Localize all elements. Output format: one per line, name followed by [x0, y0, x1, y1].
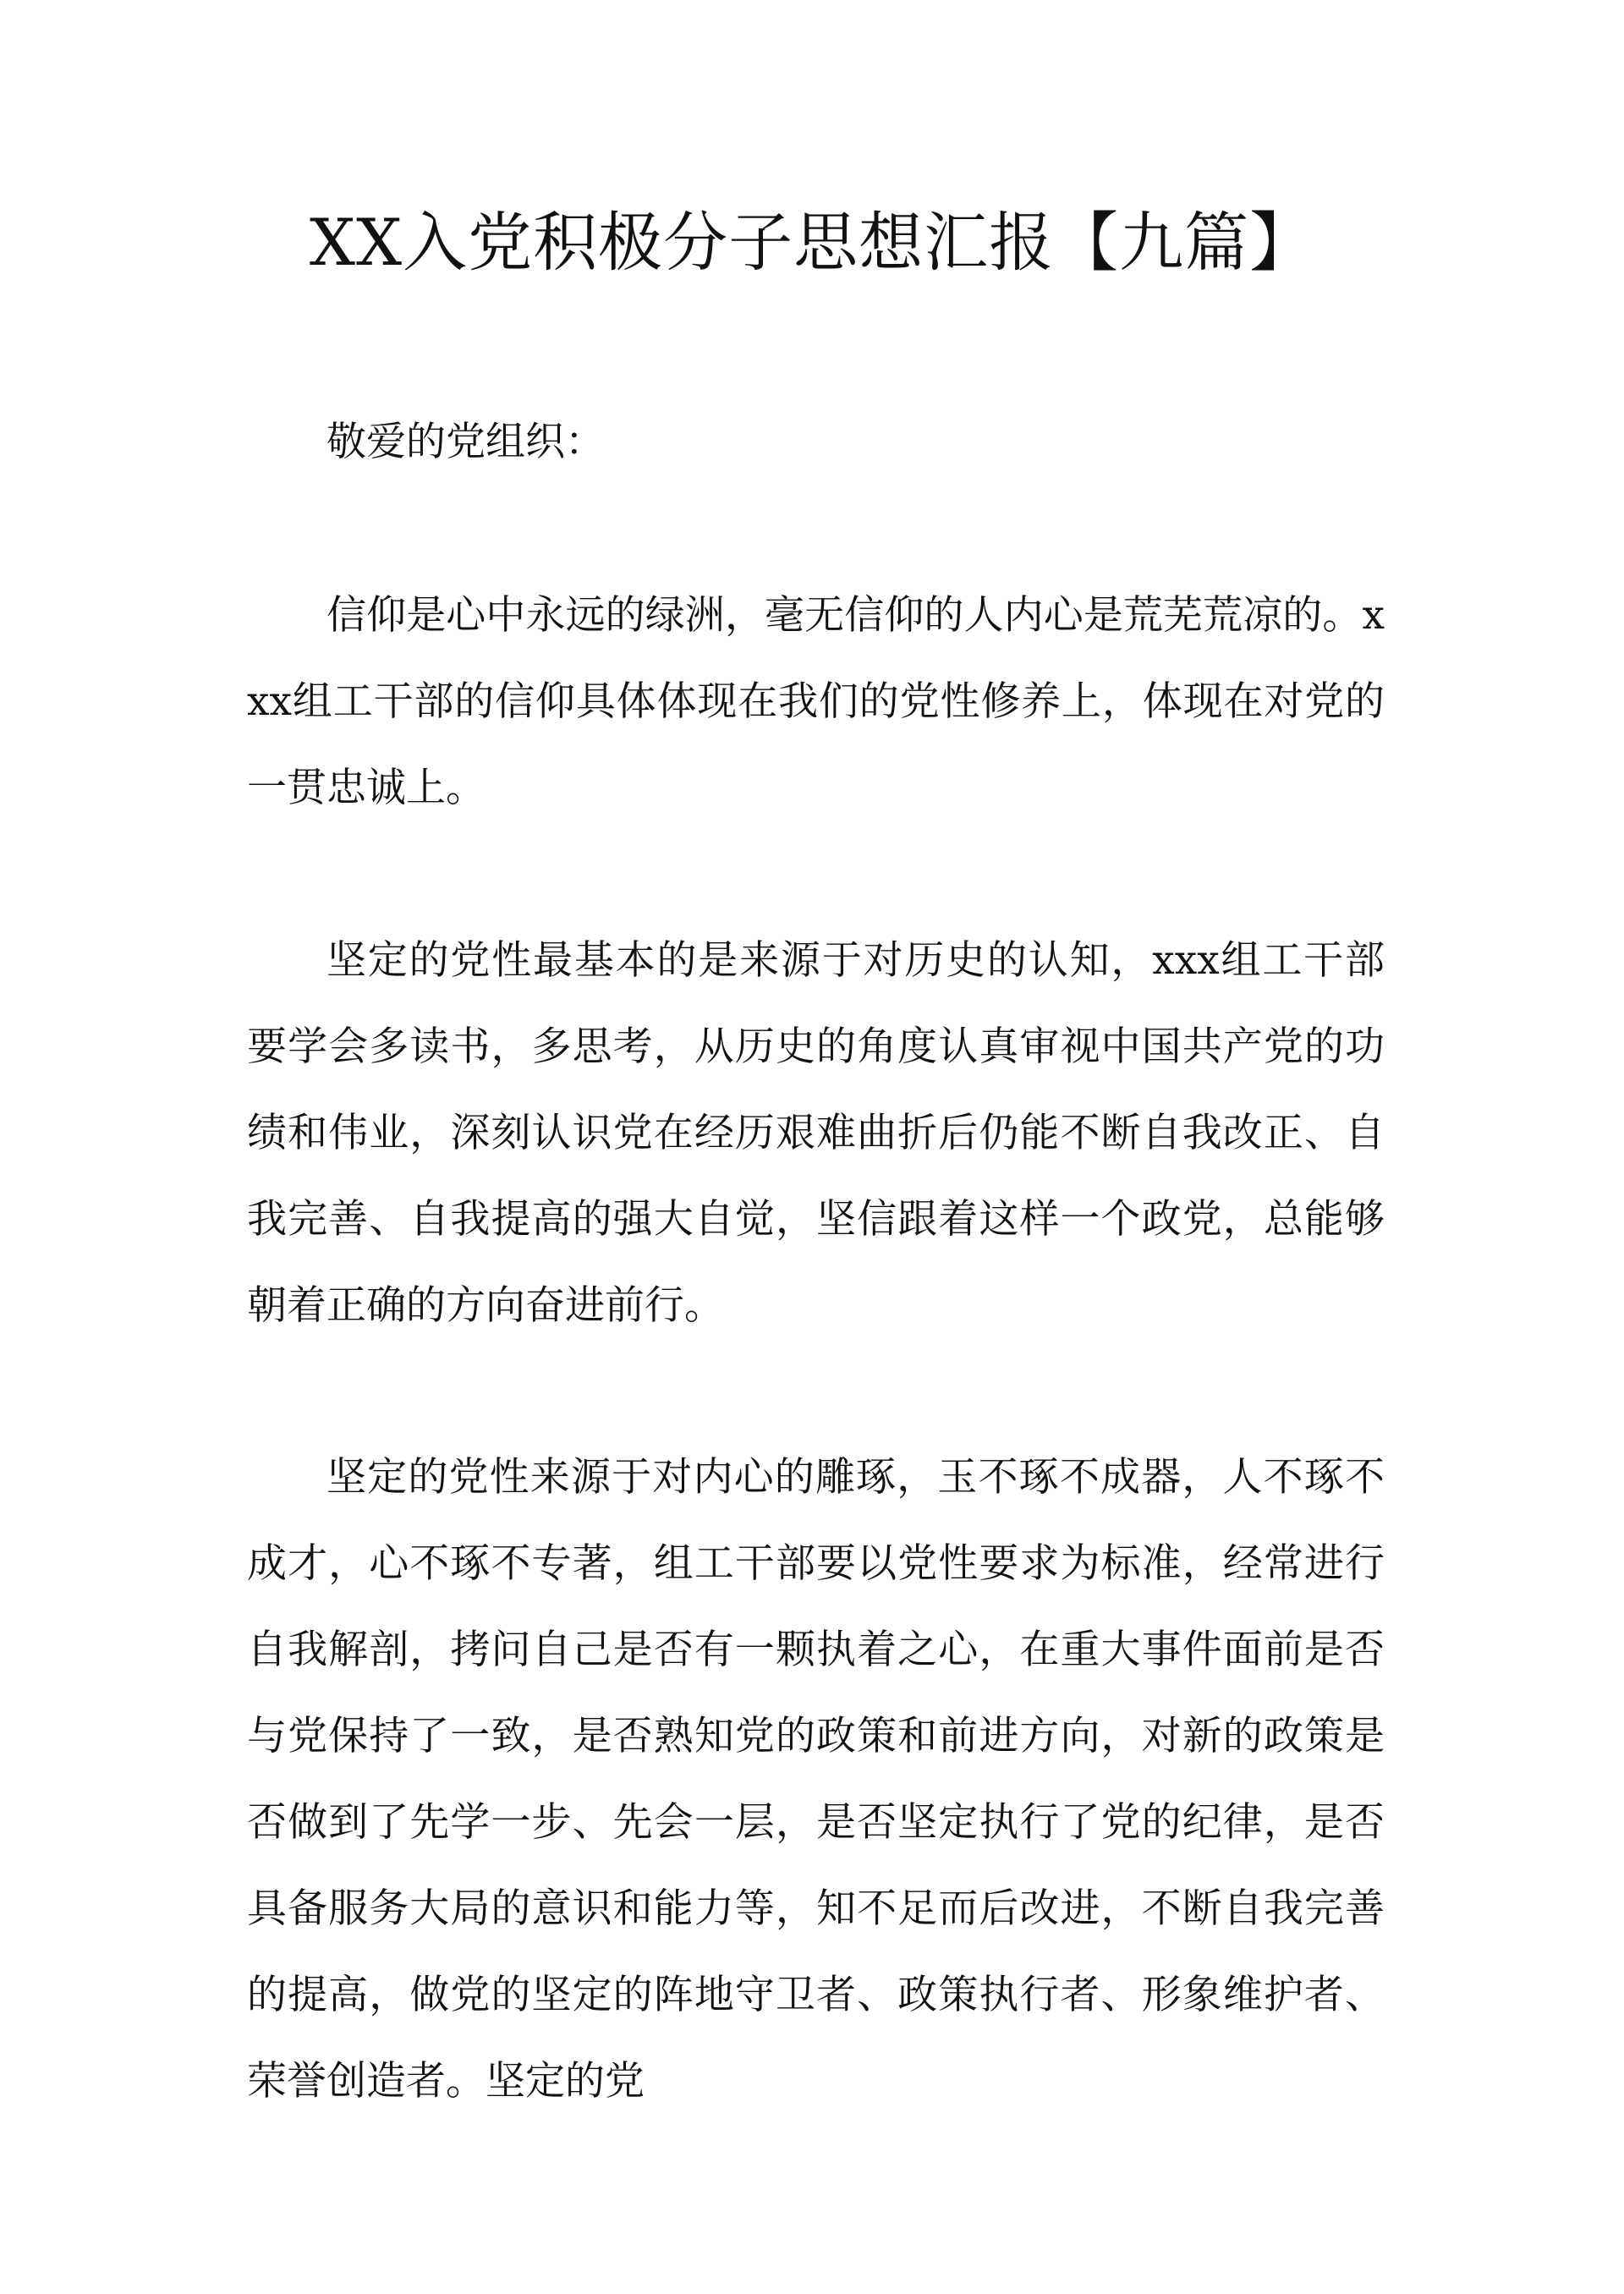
greeting-line: 敬爱的党组织：	[326, 419, 605, 465]
paragraph-1: 信仰是心中永远的绿洲，毫无信仰的人内心是荒芜荒凉的。xxx组工干部的信仰具体体现在我们的党性修养上，体现在对党的一贯忠诚上。	[247, 592, 1385, 811]
document-title: XX入党积极分子思想汇报【九篇】	[309, 205, 1315, 280]
paragraph-3: 坚定的党性来源于对内心的雕琢，玉不琢不成器，人不琢不成才，心不琢不专著，组工干部要以党性要求为标准，经常进行自我解剖，拷问自己是否有一颗执着之心，在重大事件面前是否与党保持了一致，是否熟知党的政策和前进方向，对新的政策是否做到了先学一步、先会一层，是否坚定执行了党的纪律，是否具备服务大局的意识和能力等，知不足而后改进，不断自我完善的提高，做党的坚定的阵地守卫者、政策执行者、形象维护者、荣誉创造者。坚定的党	[247, 1454, 1385, 2105]
paragraph-2: 坚定的党性最基本的是来源于对历史的认知，xxx组工干部要学会多读书，多思考，从历史的角度认真审视中国共产党的功绩和伟业，深刻认识党在经历艰难曲折后仍能不断自我改正、自我完善、自我提高的强大自觉，坚信跟着这样一个政党，总能够朝着正确的方向奋进前行。	[247, 937, 1385, 1329]
